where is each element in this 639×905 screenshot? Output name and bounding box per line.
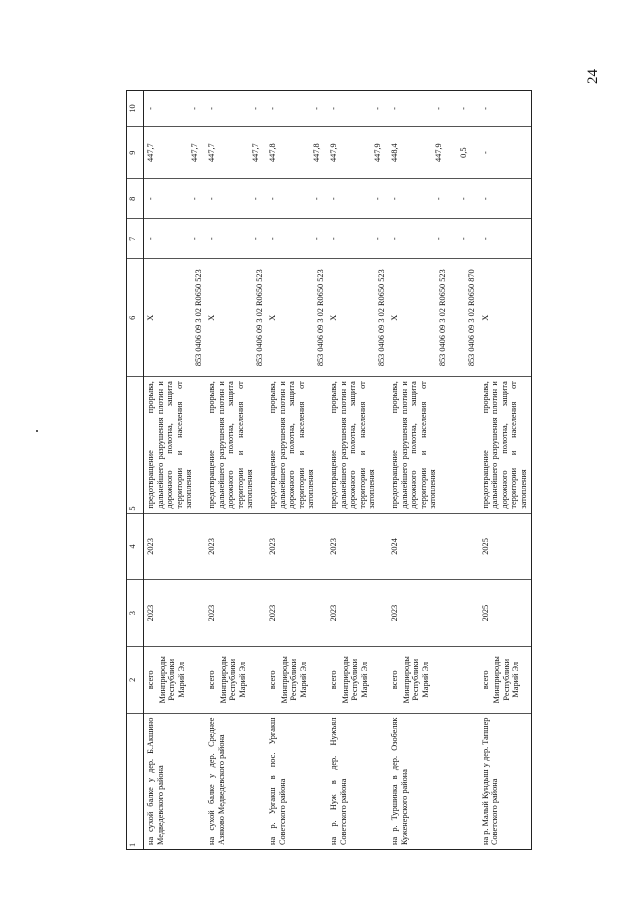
col-header-8: 8 [127, 179, 144, 219]
col-header-2: 2 [127, 646, 144, 713]
col-header-4: 4 [127, 513, 144, 580]
budget-code: 853 0406 09 3 02 R0650 523 [254, 269, 264, 367]
source-total: всего [268, 670, 278, 690]
value-col8: - [146, 197, 155, 201]
value-col7-sub: - [433, 237, 443, 241]
value-col7: - [146, 237, 155, 241]
column-number-row [127, 91, 144, 850]
value-col7-sub2: - [459, 237, 469, 241]
start-year: 2025 [479, 580, 531, 647]
value-col9: 447,9 [329, 143, 339, 162]
budget-code: 853 0406 09 3 02 R0650 523 [437, 269, 447, 367]
value-col7-sub: - [372, 237, 382, 241]
value-col9: 448,4 [390, 143, 400, 162]
object-name: на р. Малый Кундыш у дер. Тапшер Советского района [479, 713, 531, 849]
purpose-text: предотвращение прорыва, дальнейшего разрушения плотин и дорожного полотна, защита территории и населения от затопления [266, 377, 327, 513]
table-row [205, 91, 266, 850]
source-org: Минприроды Республики Марий Эл [157, 656, 186, 704]
end-year: 2024 [388, 513, 479, 580]
object-name: на р. Нуж в дер. Нужъял Советского района [327, 713, 388, 849]
source-total: всего [146, 670, 155, 690]
value-col8: - [390, 197, 400, 201]
col-header-3: 3 [127, 580, 144, 647]
col-header-6: 6 [127, 259, 144, 377]
object-name: на р. Туршинка в дер. Озобеляк Куженерского района [388, 713, 479, 849]
col-header-5: 5 [127, 377, 144, 513]
end-year: 2023 [266, 513, 327, 580]
x-mark: X [207, 314, 217, 321]
value-col7-sub: - [250, 237, 260, 241]
value-col9: 447,7 [207, 143, 217, 162]
value-col8: - [207, 197, 217, 201]
value-col10-sub2: - [459, 107, 469, 110]
purpose-text: предотвращение прорыва, дальнейшего разрушения плотин и дорожного полотна, защита территории и населения от затопления [205, 377, 266, 513]
table-row [388, 91, 479, 850]
value-col9-sub: 447,8 [311, 143, 321, 162]
source-org: Минприроды Республики Марий Эл [218, 656, 247, 704]
value-col7: - [268, 237, 278, 241]
value-col9-sub: 447,7 [189, 143, 199, 162]
value-col8-sub2: - [459, 197, 469, 201]
object-name: на р. Ургакш в пос. Ургакш Советского района [266, 713, 327, 849]
x-mark: X [390, 314, 400, 321]
value-col9-sub: 447,9 [433, 143, 443, 162]
start-year: 2023 [205, 580, 266, 647]
value-col8-sub: - [189, 197, 199, 201]
table-row [327, 91, 388, 850]
value-col10-sub: - [311, 107, 321, 110]
value-col7: - [329, 237, 339, 241]
value-col9-sub: 447,9 [372, 143, 382, 162]
source-org: Минприроды Республики Марий Эл [401, 656, 430, 704]
budget-code: 853 0406 09 3 02 R0650 523 [376, 269, 386, 367]
source-org: Минприроды Республики Марий Эл [492, 656, 521, 704]
value-col10: - [268, 107, 278, 110]
value-col9: - [479, 126, 531, 178]
x-mark: X [146, 314, 155, 321]
table-row [144, 91, 206, 850]
col-header-10: 10 [127, 91, 144, 127]
purpose-text: предотвращение прорыва, дальнейшего разрушения плотин и дорожного полотна, защита территории и населения от затопления [327, 377, 388, 513]
start-year: 2023 [327, 580, 388, 647]
value-col10-sub: - [189, 107, 199, 110]
value-col9-sub2: 0,5 [459, 147, 469, 158]
value-col8-sub: - [250, 197, 260, 201]
start-year: 2023 [388, 580, 479, 647]
value-col7: - [479, 219, 531, 259]
measures-table [126, 90, 532, 850]
end-year: 2023 [144, 513, 206, 580]
start-year: 2023 [144, 580, 206, 647]
value-col9: 447,8 [268, 143, 278, 162]
value-col10: - [329, 107, 339, 110]
rotated-table-container [126, 90, 526, 850]
source-total: всего [329, 670, 339, 690]
purpose-text: предотвращение прорыва, дальнейшего разрушения плотин и дорожного полотна, защита территории и населения от затопления [479, 377, 531, 513]
x-mark: X [480, 314, 490, 321]
value-col8-sub: - [433, 197, 443, 201]
x-mark: X [329, 314, 339, 321]
purpose-text: предотвращение прорыва, дальнейшего разрушения плотин и дорожного полотна, защита территории и населения от затопления [388, 377, 479, 513]
object-name: на сухой балке у дер. Среднее Азяково Медведевского района [205, 713, 266, 849]
end-year: 2025 [479, 513, 531, 580]
value-col9: 447,7 [146, 143, 155, 162]
budget-code: 853 0406 09 3 02 R0650 523 [315, 269, 325, 367]
value-col7: - [390, 237, 400, 241]
source-total: всего [390, 670, 400, 690]
col-header-1: 1 [127, 713, 144, 849]
value-col10-sub: - [250, 107, 260, 110]
table-row [266, 91, 327, 850]
value-col7-sub: - [311, 237, 321, 241]
value-col10-sub: - [372, 107, 382, 110]
start-year: 2023 [266, 580, 327, 647]
table-row [479, 91, 531, 850]
source-org: Минприроды Республики Марий Эл [279, 656, 308, 704]
scan-speck [36, 430, 38, 432]
value-col10: - [479, 91, 531, 127]
source-total: всего [480, 670, 490, 690]
value-col8: - [268, 197, 278, 201]
budget-code-2: 853 0406 09 3 02 R0650 870 [467, 269, 477, 367]
value-col8-sub: - [372, 197, 382, 201]
end-year: 2023 [205, 513, 266, 580]
value-col10-sub: - [433, 107, 443, 110]
value-col10: - [207, 107, 217, 110]
value-col9-sub: 447,7 [250, 143, 260, 162]
object-name: на сухой балке у дер. Б.Акшино Медведевского района [144, 713, 206, 849]
purpose-text: предотвращение прорыва, дальнейшего разрушения плотин и дорожного полотна, защита территории и населения от затопления [144, 377, 206, 513]
value-col10: - [146, 107, 155, 110]
value-col7-sub: - [189, 237, 199, 241]
end-year: 2023 [327, 513, 388, 580]
source-org: Минприроды Республики Марий Эл [340, 656, 369, 704]
value-col8: - [329, 197, 339, 201]
value-col10: - [390, 107, 400, 110]
col-header-9: 9 [127, 126, 144, 178]
source-total: всего [207, 670, 217, 690]
value-col8: - [479, 179, 531, 219]
value-col8-sub: - [311, 197, 321, 201]
col-header-7: 7 [127, 219, 144, 259]
page-number: 24 [585, 69, 601, 84]
x-mark: X [268, 314, 278, 321]
value-col7: - [207, 237, 217, 241]
budget-code: 853 0406 09 3 02 R0650 523 [193, 269, 203, 367]
